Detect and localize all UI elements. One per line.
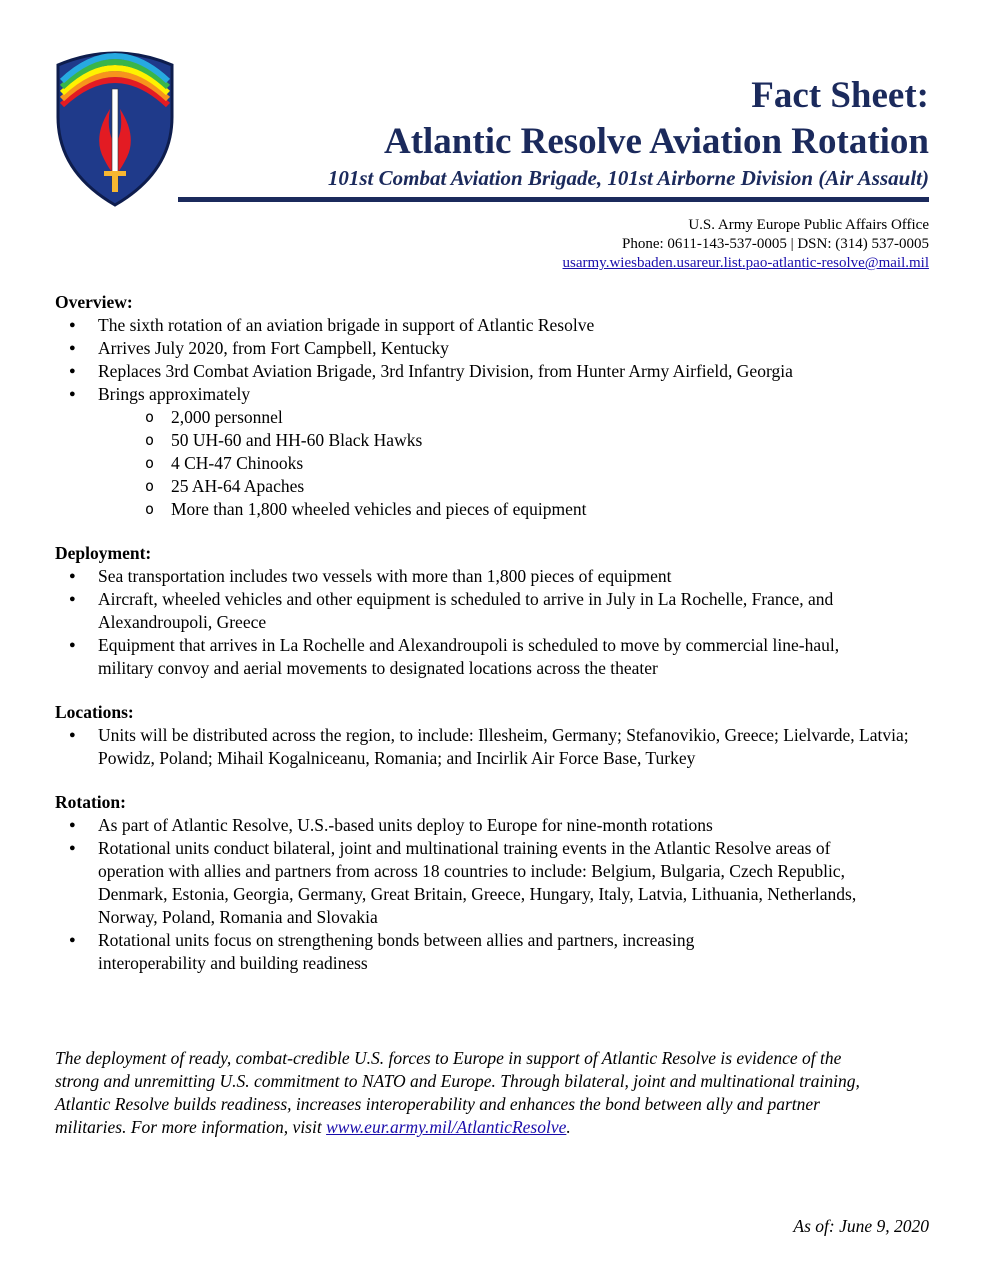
as-of-date: As of: June 9, 2020 (793, 1216, 929, 1236)
title-atlantic-resolve: Atlantic Resolve Aviation Rotation (383, 121, 929, 162)
sub-list-item: o 50 UH-60 and HH-60 Black Hawks (55, 429, 925, 452)
rotation-heading: Rotation: (55, 792, 126, 812)
locations-heading: Locations: (55, 702, 134, 722)
list-item: ● As part of Atlantic Resolve, U.S.-based units deploy to Europe for nine-month rotations (55, 814, 925, 837)
deployment-section (55, 542, 925, 680)
list-item (55, 383, 925, 521)
list-item: ● Aircraft, wheeled vehicles and other equipment is scheduled to arrive in July in La Rochelle, France, and Alexandroupoli, Greece (55, 588, 838, 634)
contact-phone: Phone: 0611-143-537-0005 | DSN: (314) 537-0005 (621, 236, 929, 252)
subtitle: 101st Combat Aviation Brigade, 101st Airborne Division (Air Assault) (327, 166, 929, 190)
closing-text: The deployment of ready, combat-credible U.S. forces to Europe in support of Atlantic Resolve is evidence of the strong and unremitting U.S. commitment to NATO and Europe. Through bilateral, joint and multinational training, Atlantic Resolve builds readiness, increases interoperability and enhances the bond between ally and partner militaries. For more information, visit (55, 1048, 860, 1137)
list-item: ● The sixth rotation of an aviation brigade in support of Atlantic Resolve (55, 314, 925, 337)
contact-email-link[interactable]: usarmy.wiesbaden.usareur.list.pao-atlantic-resolve@mail.mil (562, 255, 929, 271)
title-fact-sheet: Fact Sheet: (751, 75, 929, 116)
main-content (55, 291, 925, 996)
list-item: ● Replaces 3rd Combat Aviation Brigade, 3rd Infantry Division, from Hunter Army Airfield, Georgia (55, 360, 818, 383)
list-item: ● Arrives July 2020, from Fort Campbell, Kentucky (55, 337, 925, 360)
locations-section (55, 701, 925, 770)
header-rule (178, 197, 929, 202)
overview-heading: Overview: (55, 292, 133, 312)
list-item: ● Rotational units conduct bilateral, joint and multinational training events in the Atlantic Resolve areas of operation with allies and partners from across 18 countries to include: Belgium, Bulgaria, Czech Republic, Denmark, Estonia, Georgia, Germany, Great Britain, Greece, Hungary, Italy, Latvia, Lithuania, Netherlands, Norway, Poland, Romania and Slovakia (55, 837, 898, 929)
overview-section (55, 291, 925, 521)
sub-list-item: o 25 AH-64 Apaches (55, 475, 925, 498)
sub-list-item: o More than 1,800 wheeled vehicles and pieces of equipment (55, 498, 925, 521)
contact-block (563, 216, 929, 273)
sub-list-item: o 4 CH-47 Chinooks (55, 452, 925, 475)
contact-office: U.S. Army Europe Public Affairs Office (688, 217, 929, 233)
closing-paragraph (55, 1047, 875, 1139)
rotation-section (55, 791, 925, 975)
list-item-text: Brings approximately (98, 384, 251, 404)
deployment-heading: Deployment: (55, 543, 152, 563)
list-item: ● Equipment that arrives in La Rochelle and Alexandroupoli is scheduled to move by commercial line-haul, military convoy and aerial movements to designated locations across the theater (55, 634, 888, 680)
closing-link-suffix: . (566, 1117, 571, 1137)
usareur-shield-icon (52, 47, 178, 207)
list-item: ● Rotational units focus on strengthening bonds between allies and partners, increasing interoperability and building readiness (55, 929, 798, 975)
list-item: ● Units will be distributed across the region, to include: Illesheim, Germany; Stefanovikio, Greece; Lielvarde, Latvia; Powidz, Poland; Mihail Kogalniceanu, Romania; and Incirlik Air Force Base, Turkey (55, 724, 928, 770)
sub-list-item: o 2,000 personnel (55, 406, 925, 429)
list-item: ● Sea transportation includes two vessels with more than 1,800 pieces of equipment (55, 565, 925, 588)
atlantic-resolve-link[interactable]: www.eur.army.mil/AtlanticResolve (326, 1117, 567, 1137)
